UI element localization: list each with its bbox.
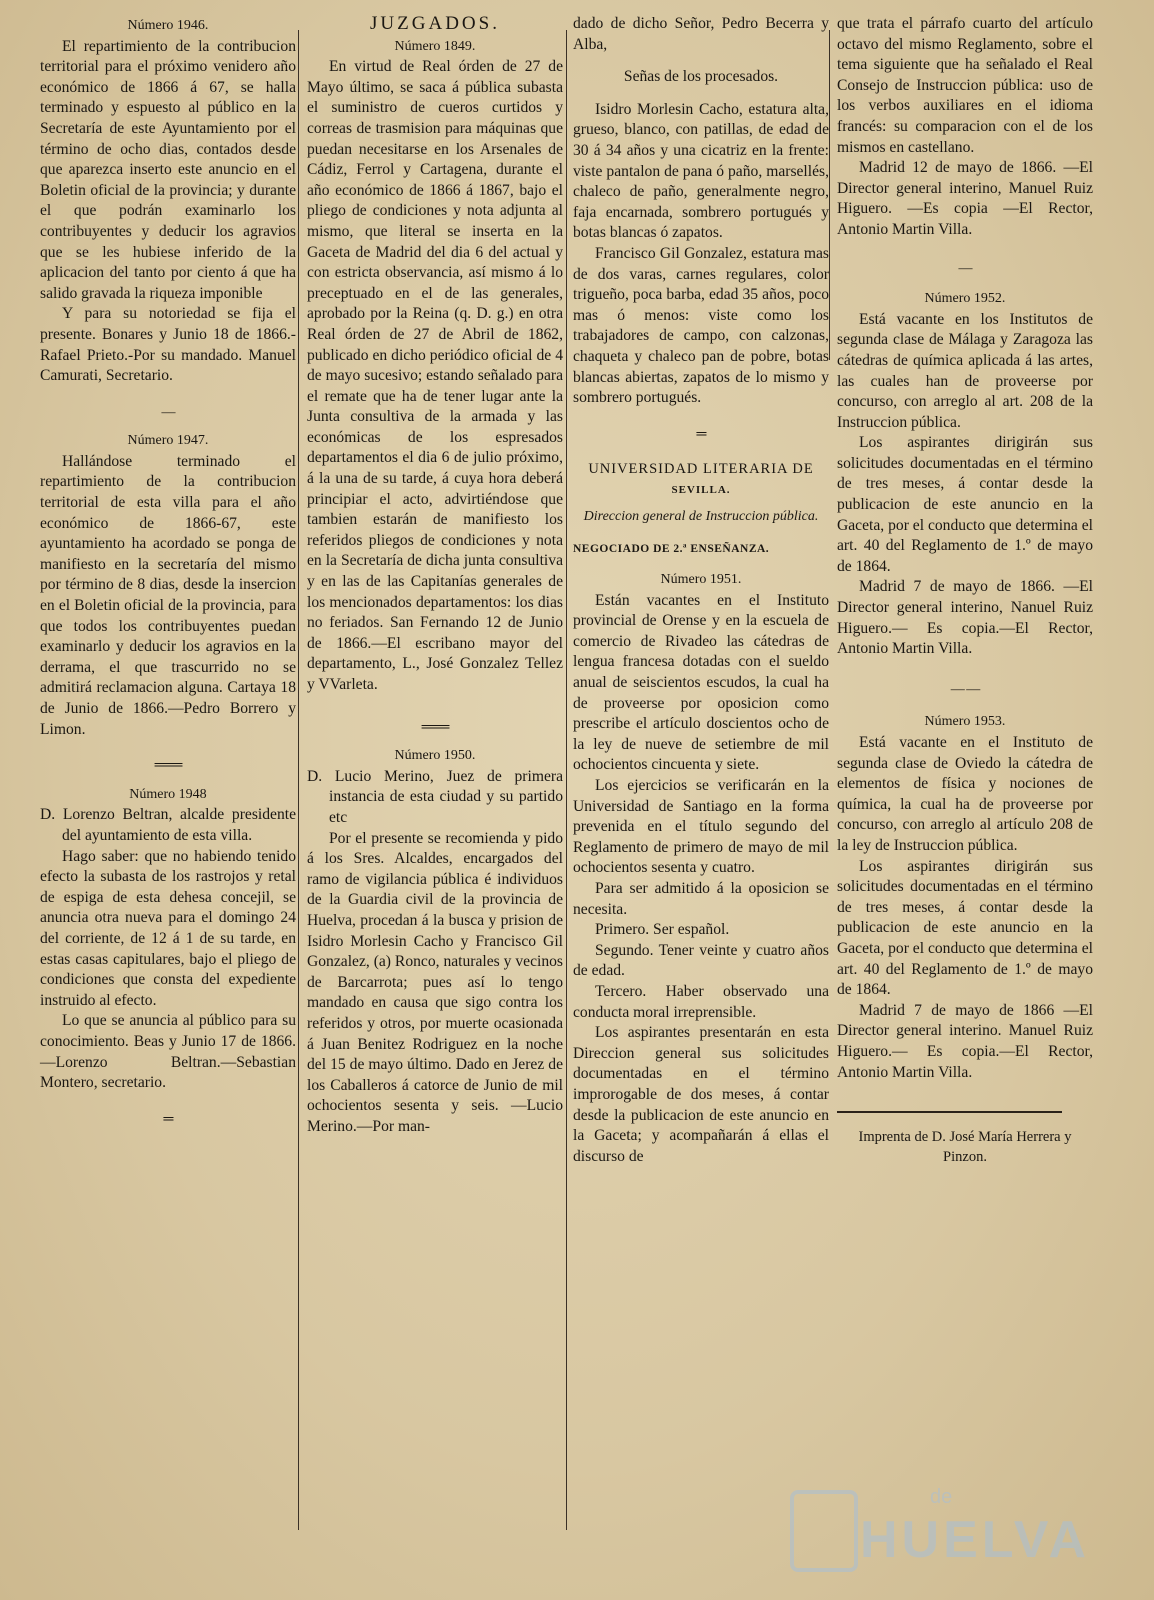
notice-body: Hago saber: que no habiendo tenido efecto la subasta de los rastrojos y retal de espiga de esta dehesa concejil, se anuncia otra nueva para el domingo 24 del corriente, de 12 á 1 de su tarde, en estas casas capitulares, bajo el pliego de condiciones que consta del expediente instruido al efecto. (40, 847, 296, 1009)
notice-body: Y para su notoriedad se fija el presente. Bonares y Junio 18 de 1866.-Rafael Prieto.-Por su mandado. Manuel Camurati, Secretario. (40, 305, 296, 385)
library-watermark (790, 1480, 1100, 1570)
notice-body: Isidro Morlesin Cacho, estatura alta, grueso, blanco, con patillas, de edad de 30 á 34 años y una cicatriz en la frente: viste pantalon de pana ó paño, marsellés, chaleco de paño, generalmente negro, faja encarnada, sombrero portugués y botas blancas ó zapatos. (573, 100, 829, 242)
notice-number: Número 1953. (924, 714, 1006, 730)
notice-body: dado de dicho Señor, Pedro Becerra y Alba, (573, 15, 829, 53)
notice-body: Los aspirantes dirigirán sus solicitudes documentadas en el término de tres meses, á contar desde la publicacion de este anuncio en la Gaceta, por el conducto que determina el art. 40 del Reglamento de 1.º de mayo de 1864. (837, 857, 1093, 999)
notice-number: Número 1948 (129, 786, 207, 802)
printer-imprint: Imprenta de D. José María Herrera y Pinzon. (858, 1129, 1072, 1166)
seal-icon (790, 1490, 858, 1572)
notice-body: El repartimiento de la contribucion territorial para el próximo venidero año económico de 1866 á 67, se halla terminado y espuesto al público en la Secretaría de este Ayuntamiento por el término de ocho dias, contados desde que aparezca inserto este anuncio en el Boletin oficial de la provincia; y durante el que podrán examinarlo los contribuyentes y deducir los agravios que se les hubiese inferido de la aplicacion del tanto por ciento á que ha salido gravada la riqueza imponible (40, 37, 296, 302)
column-3 (573, 14, 829, 1167)
divider: ═ (163, 1111, 173, 1127)
divider: ═══ (154, 758, 182, 774)
notice-body: Francisco Gil Gonzalez, estatura mas de dos varas, carnes regulares, color trigueño, poca barba, edad 35 años, poco mas ó menos: viste como los trabajadores de campo, con calzonas, chaqueta y chaleco pan de pobre, botas blancas abiertas, zapatos de lo mismo y sombrero portugués. (573, 244, 829, 407)
notice-body: Por el presente se recomienda y pido á los Sres. Alcaldes, encargados del ramo de vigilancia pública é individuos de la Guardia civil de la provincia de Huelva, procedan á la busca y prision de Isidro Morlesin Cacho y Francisco Gil Gonzalez, (a) Ronco, naturales y vecinos de Barcarrota; pues así lo tengo mandado en causa que sigo contra los referidos y otros, por muerte ocasionada á Juan Benitez Rodriguez en la noche del 15 de mayo último. Dado en Jerez de los Caballeros á catorce de Junio de mil ochocientos sesenta y seis. —Lucio Merino.—Por man- (307, 829, 563, 1135)
notice-body: Los aspirantes presentarán en esta Direccion general sus solicitudes documentadas en el término improrogable de dos meses, á contar desde la publicacion de este anuncio en la Gaceta; y acompañarán á ellas el discurso de (573, 1024, 829, 1165)
notice-heading: D. Lucio Merino, Juez de primera instancia de esta ciudad y su partido etc (307, 767, 563, 826)
divider: — — (950, 681, 980, 697)
requirement: Tercero. Haber observado una conducta moral irreprensible. (573, 982, 829, 1021)
notice-number: Número 1849. (394, 38, 476, 54)
notice-body: Están vacantes en el Instituto provincial de Orense y en la escuela de comercio de Rivadeo las cátedras de lengua francesa dotadas con el sueldo anual de seiscientos escudos, la cual ha de proveerse por oposicion como prescribe el artículo doscientos ocho de la ley de nueve de setiembre de mil ochocientos cincuenta y siete. (573, 591, 829, 774)
notice-body: Para ser admitido á la oposicion se necesita. (573, 879, 829, 918)
department-line: NEGOCIADO DE 2.ª ENSEÑANZA. (573, 543, 770, 556)
notice-signature: Madrid 7 de mayo de 1866. —El Director general interino, Nanuel Ruiz Higuero.— Es copia.—El Rector, Antonio Martin Villa. (837, 578, 1093, 658)
divider: — (958, 260, 972, 276)
watermark-small-text: de (930, 1486, 953, 1508)
notice-number: Número 1947. (127, 433, 209, 449)
column-4 (837, 14, 1093, 1167)
institution-city: SEVILLA. (671, 483, 731, 496)
watermark-text: HUELVA (860, 1511, 1091, 1569)
notice-body: Los aspirantes dirigirán sus solicitudes documentadas en el término de tres meses, á contar desde la publicacion de este anuncio en la Gaceta, por el conducto que determina el art. 40 del Reglamento de 1.º de mayo de 1864. (837, 434, 1093, 575)
footer-rule (837, 1111, 1062, 1113)
notice-body: Está vacante en los Institutos de segunda clase de Málaga y Zaragoza las cátedras de química aplicada á las artes, las cuales han de proveerse por concurso, con arreglo al art. 208 de la Instruccion pública. (837, 310, 1093, 431)
notice-body: Los ejercicios se verificarán en la Universidad de Santiago en la forma prevenida en el título segundo del Reglamento de primero de mayo de mil ochocientos sesenta y cuatro. (573, 777, 829, 877)
notice-body: Lo que se anuncia al público para su conocimiento. Beas y Junio 17 de 1866.—Lorenzo Beltran.—Sebastian Montero, secretario. (40, 1012, 296, 1092)
column-2 (307, 14, 563, 1137)
notice-body: Hallándose terminado el repartimiento de la contribucion territorial de esta villa para el año económico de 1866-67, este ayuntamiento ha acordado se ponga de manifiesto en la secretaría del mismo por término de 8 dias, desde la insercion en el Boletin oficial de la provincia, para que todos los contribuyentes puedan examinarlo y deducir los agravios en la derrama, el que trascurrido no se admitirá reclamacion alguna. Cartaya 18 de Junio de 1866.—Pedro Borrero y Limon. (40, 452, 296, 738)
divider: — (161, 404, 175, 420)
notice-signature: Madrid 7 de mayo de 1866 —El Director general interino. Manuel Ruiz Higuero.— Es copia.—El Rector, Antonio Martin Villa. (837, 1001, 1093, 1081)
divider: ═ (696, 426, 706, 442)
column-1 (40, 14, 296, 1138)
notice-body: Está vacante en el Instituto de segunda clase de Oviedo la cátedra de elementos de física y nociones de química, la cual ha de proveerse por concurso, con arreglo al artículo 208 de la ley de Instruccion pública. (837, 734, 1093, 854)
notice-number: Número 1952. (924, 291, 1006, 307)
column-rule (829, 30, 830, 360)
column-rule (298, 30, 299, 1530)
directorate-title: Direccion general de Instruccion pública. (583, 509, 819, 525)
subheading: Señas de los procesados. (623, 68, 779, 86)
notice-number: Número 1950. (394, 748, 476, 764)
requirement: Segundo. Tener veinte y cuatro años de edad. (573, 941, 829, 980)
notice-number: Número 1951. (660, 572, 742, 588)
notice-body: En virtud de Real órden de 27 de Mayo último, se saca á pública subasta el suministro de cueros curtidos y correas de trasmision para máquinas que puedan necesitarse en los Arsenales de Cádiz, Ferrol y Cartagena, durante el año económico de 1866 á 1867, bajo el pliego de condiciones y nota adjunta al mismo, que literal se inserta en la Gaceta de Madrid del dia 6 del actual y con estricta observancia, así mismo á lo preceptuado en el de las generales, aprobado por la Reina (q. D. g.) en otra Real órden de 27 de Abril de 1862, publicado en dicho periódico oficial de 4 de mayo sucesivo; estando señalado para el remate que ha de tener lugar ante la Junta consultiva de la armada y las económicas de los espresados departamentos el dia 6 de julio próximo, á la una de su tarde, á cuya hora deberá principiar el acto, advirtiéndose que tambien estarán de manifiesto los referidos pliegos de condiciones y nota en la Secretaría de dicha junta consultiva y en las de las Capitanías generales de los mencionados departamentos: los dias no feriados. San Fernando 12 de Junio de 1866.—El escribano mayor del departamento, L., José Gonzalez Tellez y VVarleta. (307, 58, 563, 693)
notice-number: Número 1946. (127, 18, 209, 33)
institution-title: UNIVERSIDAD LITERARIA DE (588, 461, 814, 478)
notice-heading: D. Lorenzo Beltran, alcalde presidente del ayuntamiento de esta villa. (40, 806, 296, 844)
section-title: JUZGADOS. (370, 13, 500, 34)
divider: ═══ (421, 719, 449, 735)
notice-signature: Madrid 12 de mayo de 1866. —El Director general interino, Manuel Ruiz Higuero. —Es copia —El Rector, Antonio Martin Villa. (837, 159, 1093, 238)
notice-body: que trata el párrafo cuarto del artículo octavo del mismo Reglamento, sobre el tema siguiente que ha señalado el Real Consejo de Instruccion pública: uso de los verbos auxiliares en el idioma francés: su comparacion con el de los mismos en castellano. (837, 15, 1093, 156)
column-rule (566, 30, 567, 1530)
requirement: Primero. Ser español. (595, 921, 730, 939)
